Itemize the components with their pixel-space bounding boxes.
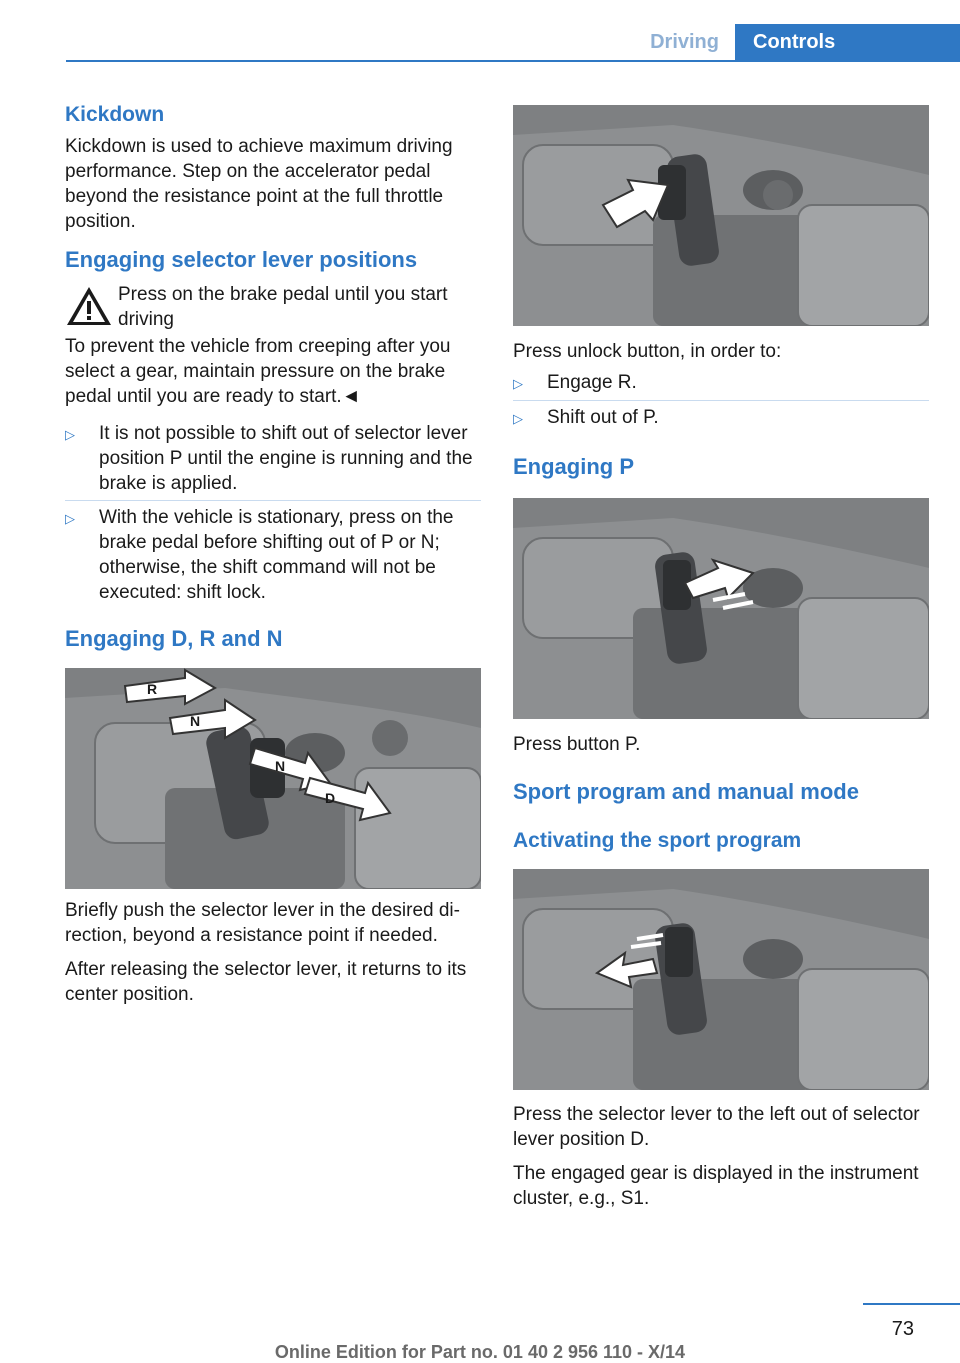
figure-sport (513, 869, 929, 1090)
header-section: Driving (636, 24, 735, 60)
sport-text-2: The engaged gear is displayed in the instrument cluster, e.g., S1. (513, 1163, 919, 1209)
footer-rule (863, 1303, 960, 1305)
park-text: Press button P. (513, 734, 641, 755)
header-tabs (636, 24, 960, 60)
list-item (65, 501, 481, 609)
kickdown-title: Kickdown (65, 103, 165, 126)
drn-text-1: Briefly push the selector lever in the desired direction, beyond a resistance point if needed. (65, 900, 460, 946)
triangle-bullet-icon: ▷ (513, 376, 523, 391)
triangle-bullet-icon: ▷ (513, 411, 523, 426)
unlock-text: Press unlock button, in order to: (513, 341, 782, 362)
list-item (513, 366, 929, 401)
header-chapter: Controls (735, 24, 960, 60)
console-illustration-park (513, 498, 929, 719)
list-item (65, 417, 481, 501)
sport-title: Sport program and manual mode (513, 779, 859, 804)
console-illustration-unlock (513, 105, 929, 326)
direction-label-r: R (147, 681, 158, 697)
triangle-bullet-icon: ▷ (65, 511, 75, 526)
warning-body: To prevent the vehicle from creeping after you select a gear, maintain pressure on the brake pedal until you are ready to start.◄ (65, 336, 451, 407)
warning-icon (65, 284, 113, 328)
direction-label-n2: N (275, 758, 286, 774)
footer-edition: Online Edition for Part no. 01 40 2 956 110 - X/14 (274, 1342, 686, 1362)
bullet-text: With the vehicle is stationary, press on the brake pedal before shifting out of P or N; otherwise, the shift command will not be executed: shift lock. (99, 507, 454, 603)
bullet-text: Engage R. (547, 372, 637, 393)
sport-text-1: Press the selector lever to the left out of selector lever position D. (513, 1104, 920, 1150)
console-illustration-drn (65, 668, 481, 889)
unlock-bullets (513, 366, 929, 435)
kickdown-text: Kickdown is used to achieve maximum driving performance. Step on the accelerator pedal beyond the resistance point at the full throttle position. (65, 136, 453, 232)
header-rule (66, 60, 960, 62)
list-item (513, 401, 929, 435)
left-column (65, 100, 481, 1016)
console-illustration-sport (513, 869, 929, 1090)
figure-unlock (513, 105, 929, 326)
figure-park (513, 498, 929, 719)
shift-bullets (65, 417, 481, 609)
drn-title: Engaging D, R and N (65, 626, 283, 651)
sport-subtitle: Activating the sport program (513, 829, 802, 852)
right-column (513, 105, 929, 1220)
direction-label-d: D (325, 790, 336, 806)
drn-text-2: After releasing the selector lever, it returns to its center position. (65, 959, 467, 1005)
engaging-p-title: Engaging P (513, 454, 634, 479)
warning-box (65, 282, 481, 332)
bullet-text: Shift out of P. (547, 407, 659, 428)
engaging-title: Engaging selector lever positions (65, 247, 418, 272)
page-number: 73 (891, 1318, 914, 1340)
direction-label-n1: N (190, 713, 201, 729)
bullet-text: It is not possible to shift out of selector lever position P until the engine is running and the brake is applied. (99, 423, 473, 494)
triangle-bullet-icon: ▷ (65, 427, 75, 442)
figure-drn (65, 668, 481, 889)
warning-text: Press on the brake pedal until you start driving (118, 284, 448, 330)
